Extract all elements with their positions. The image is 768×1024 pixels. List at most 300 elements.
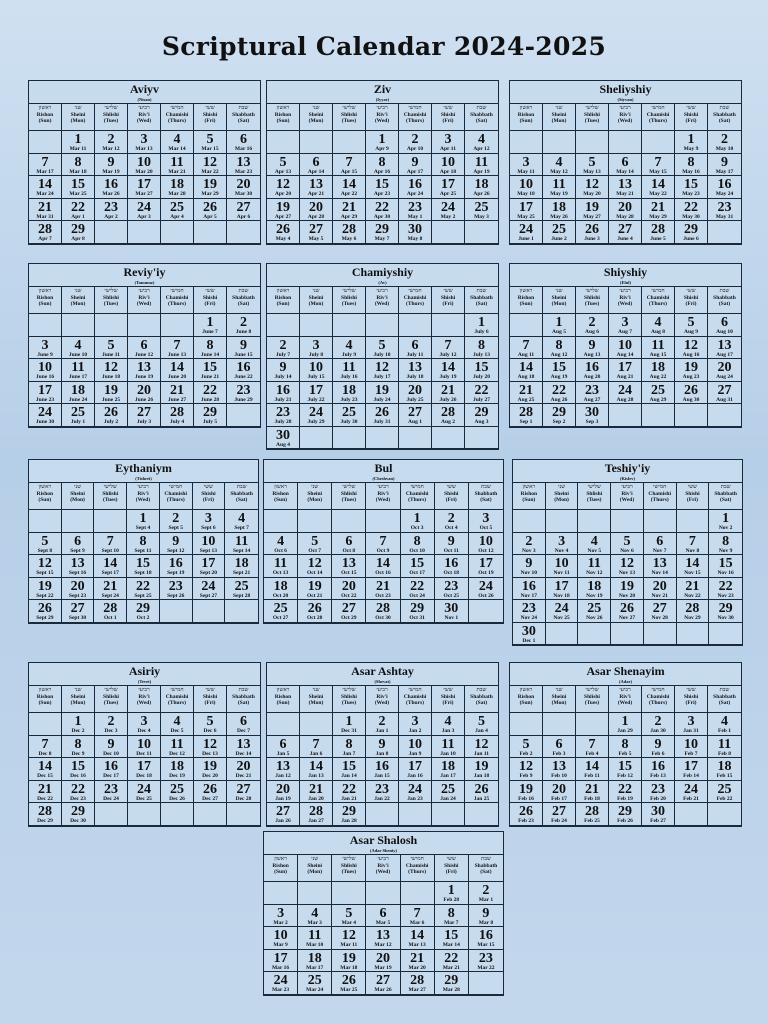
gregorian-date: Nov 5 xyxy=(587,547,602,554)
empty-cell xyxy=(128,221,161,244)
day-number: 21 xyxy=(651,199,665,215)
day-cell xyxy=(29,803,62,826)
day-cell xyxy=(62,382,95,405)
gregorian-date: July 7 xyxy=(275,351,291,358)
empty-cell xyxy=(267,131,300,154)
gregorian-date: Oct 19 xyxy=(478,570,494,576)
gregorian-date: Mar 14 xyxy=(168,146,186,152)
gregorian-date: Jan 27 xyxy=(308,818,324,824)
day-number: 18 xyxy=(717,759,732,774)
day-cell xyxy=(576,404,609,427)
weekday-header xyxy=(708,287,741,314)
day-cell xyxy=(267,199,300,222)
day-cell xyxy=(227,131,260,154)
gregorian-date: June 6 xyxy=(683,236,699,242)
day-cell xyxy=(576,337,609,360)
day-cell xyxy=(366,154,399,177)
day-cell xyxy=(576,803,609,826)
gregorian-date: July 24 xyxy=(373,396,391,403)
gregorian-date: Feb 3 xyxy=(552,750,566,757)
gregorian-date: Nov 11 xyxy=(553,570,570,576)
weekday-name: Shlishi xyxy=(341,112,357,118)
day-number: 12 xyxy=(276,177,290,192)
weekday-header xyxy=(366,287,399,314)
day-cell xyxy=(29,736,62,759)
day-cell xyxy=(267,758,300,781)
weekday-abbr: (Fri) xyxy=(685,700,697,706)
gregorian-date: Jan 14 xyxy=(341,773,357,779)
weekday-name: Sheini xyxy=(308,694,324,700)
month-grid xyxy=(29,103,260,244)
day-number: 6 xyxy=(555,736,563,752)
day-number: 10 xyxy=(408,736,422,752)
day-cell xyxy=(300,337,333,360)
day-number: 16 xyxy=(585,360,599,375)
empty-cell xyxy=(264,882,298,905)
gregorian-date: Feb 18 xyxy=(584,795,600,802)
weekday-abbr: (Wed) xyxy=(375,869,391,875)
gregorian-date: May 28 xyxy=(616,213,634,220)
weekday-hebrew: שני xyxy=(311,484,319,490)
gregorian-date: Oct 30 xyxy=(375,615,391,621)
day-number: 11 xyxy=(342,360,356,375)
weekday-header xyxy=(300,686,333,713)
weekday-hebrew: ראשון xyxy=(274,484,287,490)
gregorian-date: Mar 15 xyxy=(201,146,219,152)
day-number: 25 xyxy=(307,973,322,988)
weekday-hebrew: ראשון xyxy=(38,484,52,490)
weekday-header xyxy=(435,483,469,510)
empty-cell xyxy=(675,404,708,427)
gregorian-date: Mar 22 xyxy=(477,964,495,971)
weekday-hebrew: חמישי xyxy=(651,687,665,693)
day-number: 8 xyxy=(478,337,485,353)
day-number: 4 xyxy=(345,337,353,353)
day-cell xyxy=(227,736,260,759)
day-cell xyxy=(366,578,400,601)
empty-cell xyxy=(609,131,642,154)
day-number: 5 xyxy=(41,533,49,549)
gregorian-date: July 11 xyxy=(406,351,424,358)
weekday-abbr: (Sat) xyxy=(718,118,731,124)
weekday-header xyxy=(469,483,503,510)
gregorian-date: Nov 1 xyxy=(444,615,459,621)
day-cell xyxy=(709,600,742,623)
weekday-abbr: (Mon) xyxy=(70,118,86,124)
day-cell xyxy=(298,972,332,995)
weekday-name: Shlishi xyxy=(584,112,600,118)
day-cell xyxy=(227,758,260,781)
day-cell xyxy=(300,803,333,826)
gregorian-date: Nov 24 xyxy=(520,615,538,621)
weekday-name: Sheini xyxy=(554,491,569,497)
gregorian-date: July 2 xyxy=(103,419,119,425)
day-number: 29 xyxy=(135,601,150,616)
gregorian-date: Nov 6 xyxy=(620,547,634,554)
day-cell xyxy=(642,736,675,759)
day-number: 19 xyxy=(585,199,599,215)
day-number: 14 xyxy=(170,360,184,375)
gregorian-date: Oct 12 xyxy=(478,547,494,554)
day-cell xyxy=(435,600,469,623)
day-cell xyxy=(128,781,161,804)
gregorian-date: Jan 25 xyxy=(473,795,490,802)
weekday-name: Chamishi xyxy=(165,694,189,700)
weekday-abbr: (Mon) xyxy=(308,301,324,307)
day-number: 20 xyxy=(341,578,356,594)
day-number: 11 xyxy=(474,154,489,170)
day-number: 18 xyxy=(651,360,665,375)
day-number: 4 xyxy=(277,533,285,549)
gregorian-date: Sept 8 xyxy=(37,547,53,554)
day-cell xyxy=(465,131,498,154)
day-number: 1 xyxy=(206,315,214,330)
weekday-name: Sheini xyxy=(307,863,323,869)
day-number: 13 xyxy=(652,556,667,571)
day-number: 10 xyxy=(137,154,151,170)
gregorian-date: Nov 29 xyxy=(684,615,701,621)
gregorian-date: Aug 15 xyxy=(649,351,667,358)
day-cell xyxy=(194,404,227,427)
day-cell xyxy=(644,533,677,556)
empty-cell xyxy=(298,510,332,533)
weekday-abbr: (Wed) xyxy=(617,301,633,307)
day-number: 7 xyxy=(41,736,49,752)
gregorian-date: Mar 9 xyxy=(273,942,288,948)
empty-cell xyxy=(300,314,333,337)
day-cell xyxy=(611,578,644,601)
gregorian-date: July 28 xyxy=(274,419,292,425)
day-cell xyxy=(609,314,642,337)
weekday-abbr: (Fri) xyxy=(685,118,697,124)
day-number: 13 xyxy=(341,556,356,571)
gregorian-date: Apr 4 xyxy=(170,213,184,220)
month-grid xyxy=(267,286,498,449)
weekday-name: Rishon xyxy=(517,112,535,118)
weekday-hebrew: שלישי xyxy=(585,105,599,111)
gregorian-date: Dec 5 xyxy=(170,728,184,734)
day-number: 9 xyxy=(525,556,533,571)
day-cell xyxy=(642,199,675,222)
gregorian-date: Apr 27 xyxy=(274,213,292,220)
weekday-hebrew: חמישי xyxy=(410,484,424,490)
month-name: Asiriy xyxy=(128,664,161,678)
day-number: 18 xyxy=(170,177,184,192)
weekday-header xyxy=(333,686,366,713)
empty-cell xyxy=(267,713,300,736)
day-number: 9 xyxy=(447,533,455,549)
day-cell xyxy=(332,905,366,928)
weekday-header xyxy=(543,104,576,131)
weekday-header xyxy=(576,104,609,131)
weekday-hebrew: רביעי xyxy=(619,288,631,294)
month-hebrew-name: (Adar Sheniy) xyxy=(369,848,398,853)
gregorian-date: Oct 10 xyxy=(409,547,425,554)
gregorian-date: Jan 31 xyxy=(683,728,699,734)
gregorian-date: June 27 xyxy=(167,396,187,403)
day-number: 5 xyxy=(345,905,353,921)
day-cell xyxy=(543,736,576,759)
day-cell xyxy=(708,154,741,177)
empty-cell xyxy=(469,600,503,623)
weekday-hebrew: חמישי xyxy=(651,288,665,294)
empty-cell xyxy=(708,803,741,826)
gregorian-date: July 5 xyxy=(202,419,218,425)
day-number: 8 xyxy=(413,533,421,549)
gregorian-date: Mar 30 xyxy=(234,191,253,197)
weekday-header xyxy=(29,287,62,314)
gregorian-date: Dec 11 xyxy=(136,750,152,757)
weekday-hebrew: ששי xyxy=(205,288,215,294)
day-cell xyxy=(128,199,161,222)
weekday-name: Shlishi xyxy=(341,295,357,301)
day-number: 8 xyxy=(722,533,730,549)
empty-cell xyxy=(29,713,62,736)
day-cell xyxy=(366,533,400,556)
day-cell xyxy=(510,337,543,360)
empty-cell xyxy=(366,427,399,450)
empty-cell xyxy=(399,803,432,826)
weekday-header xyxy=(576,287,609,314)
day-cell xyxy=(227,781,260,804)
day-number: 25 xyxy=(552,222,566,237)
day-number: 23 xyxy=(375,781,389,797)
day-cell xyxy=(332,533,366,556)
day-number: 15 xyxy=(203,360,217,375)
weekday-name: Shabbath xyxy=(713,694,736,700)
gregorian-date: Oct 28 xyxy=(306,615,323,621)
weekday-name: Riv'i xyxy=(377,863,389,869)
weekday-name: Shishi xyxy=(685,491,700,497)
weekday-abbr: (Wed) xyxy=(136,301,152,307)
month-calendar xyxy=(266,80,499,245)
day-number: 23 xyxy=(651,781,665,797)
day-cell xyxy=(95,359,128,382)
weekday-header xyxy=(62,287,95,314)
weekday-name: Rishon xyxy=(520,491,538,497)
day-number: 30 xyxy=(651,804,665,819)
weekday-hebrew: שלישי xyxy=(104,288,118,294)
day-cell xyxy=(543,314,576,337)
day-number: 17 xyxy=(273,950,288,966)
gregorian-date: Sept 11 xyxy=(134,547,152,554)
weekday-name: Shabbath xyxy=(713,295,736,301)
day-number: 18 xyxy=(307,950,322,966)
day-number: 6 xyxy=(345,533,353,549)
day-cell xyxy=(95,713,128,736)
day-number: 14 xyxy=(38,177,52,192)
weekday-header xyxy=(127,483,160,510)
day-cell xyxy=(465,176,498,199)
weekday-hebrew: חמישי xyxy=(408,687,422,693)
day-cell xyxy=(513,623,546,646)
gregorian-date: Mar 8 xyxy=(478,919,494,926)
weekday-name: Riv'i xyxy=(138,112,150,118)
weekday-hebrew: שבת xyxy=(476,105,487,111)
gregorian-date: Jan 16 xyxy=(407,773,423,779)
gregorian-date: Jan 9 xyxy=(408,750,422,757)
day-number: 22 xyxy=(444,950,459,966)
empty-cell xyxy=(708,404,741,427)
gregorian-date: Jan 19 xyxy=(275,795,291,802)
gregorian-date: Dec 29 xyxy=(37,818,53,824)
gregorian-date: July 25 xyxy=(406,396,424,403)
day-number: 16 xyxy=(521,578,536,594)
day-cell xyxy=(300,758,333,781)
day-number: 16 xyxy=(717,177,732,192)
day-cell xyxy=(62,758,95,781)
day-cell xyxy=(62,533,95,556)
weekday-name: Chamishi xyxy=(646,694,670,700)
day-number: 2 xyxy=(654,714,662,729)
weekday-header xyxy=(609,686,642,713)
weekday-abbr: (Wed) xyxy=(374,700,390,706)
day-cell xyxy=(675,337,708,360)
gregorian-date: Feb 6 xyxy=(651,750,665,757)
empty-cell xyxy=(300,713,333,736)
gregorian-date: Mar 19 xyxy=(102,168,120,175)
weekday-hebrew: שני xyxy=(555,288,563,294)
day-number: 22 xyxy=(474,382,489,398)
gregorian-date: Sept 24 xyxy=(101,592,119,599)
day-cell xyxy=(366,713,399,736)
day-number: 12 xyxy=(203,154,217,170)
day-cell xyxy=(366,905,400,928)
day-cell xyxy=(576,176,609,199)
day-cell xyxy=(611,533,644,556)
day-cell xyxy=(161,758,194,781)
day-cell xyxy=(644,578,677,601)
day-cell xyxy=(543,359,576,382)
day-number: 17 xyxy=(478,556,493,571)
day-number: 18 xyxy=(441,759,455,774)
day-cell xyxy=(300,221,333,244)
gregorian-date: Sept 10 xyxy=(101,547,119,554)
day-number: 16 xyxy=(276,382,290,398)
weekday-header xyxy=(62,104,95,131)
weekday-name: Riv'i xyxy=(377,491,389,497)
month-hebrew-name: (Elul) xyxy=(619,280,631,285)
day-cell xyxy=(300,781,333,804)
empty-cell xyxy=(675,803,708,826)
gregorian-date: Sept 29 xyxy=(36,615,54,621)
day-cell xyxy=(300,176,333,199)
day-number: 18 xyxy=(170,759,184,774)
weekday-name: Shishi xyxy=(683,112,699,118)
weekday-abbr: (Sat) xyxy=(235,497,248,503)
day-number: 28 xyxy=(585,804,599,819)
day-cell xyxy=(127,555,160,578)
day-cell xyxy=(675,382,708,405)
gregorian-date: Feb 20 xyxy=(650,795,666,802)
day-cell xyxy=(366,950,400,973)
gregorian-date: Aug 4 xyxy=(276,441,290,448)
day-cell xyxy=(675,781,708,804)
weekday-abbr: (Fri) xyxy=(442,301,454,307)
day-cell xyxy=(267,404,300,427)
weekday-abbr: (Wed) xyxy=(374,301,390,307)
weekday-name: Chamishi xyxy=(646,295,670,301)
gregorian-date: June 30 xyxy=(35,419,55,425)
gregorian-date: May 16 xyxy=(682,168,700,175)
gregorian-date: May 11 xyxy=(517,168,535,175)
weekday-hebrew: חמישי xyxy=(651,105,665,111)
day-number: 18 xyxy=(342,382,356,398)
weekday-name: Shlishi xyxy=(340,491,357,497)
day-cell xyxy=(543,382,576,405)
gregorian-date: Feb 23 xyxy=(518,818,534,824)
day-number: 29 xyxy=(342,804,356,819)
day-cell xyxy=(609,781,642,804)
gregorian-date: Sept 23 xyxy=(68,592,87,599)
weekday-abbr: (Fri) xyxy=(442,700,454,706)
day-cell xyxy=(366,404,399,427)
day-cell xyxy=(128,337,161,360)
gregorian-date: Mar 20 xyxy=(135,168,153,175)
weekday-header xyxy=(194,104,227,131)
gregorian-date: Oct 20 xyxy=(272,592,289,599)
day-cell xyxy=(128,758,161,781)
day-number: 16 xyxy=(104,759,118,774)
weekday-header xyxy=(510,104,543,131)
weekday-abbr: (Sat) xyxy=(480,497,492,503)
gregorian-date: Oct 4 xyxy=(444,525,458,531)
day-number: 11 xyxy=(170,736,184,752)
gregorian-date: Apr 21 xyxy=(307,191,325,197)
month-hebrew-name: (Iyyar) xyxy=(375,97,390,102)
gregorian-date: Oct 21 xyxy=(306,592,323,599)
day-number: 6 xyxy=(140,337,148,353)
gregorian-date: Mar 18 xyxy=(69,168,87,175)
weekday-abbr: (Sat) xyxy=(719,497,732,503)
day-number: 17 xyxy=(684,759,698,774)
weekday-header xyxy=(432,287,465,314)
weekday-name: Chamishi xyxy=(405,491,429,497)
day-number: 19 xyxy=(619,578,634,594)
weekday-abbr: (Thurs) xyxy=(648,301,668,307)
day-cell xyxy=(267,337,300,360)
weekday-header xyxy=(366,104,399,131)
weekday-header xyxy=(95,686,128,713)
gregorian-date: Sept 14 xyxy=(233,547,251,554)
day-cell xyxy=(333,404,366,427)
weekday-name: Riv'i xyxy=(376,295,388,301)
gregorian-date: May 7 xyxy=(374,236,390,242)
day-number: 20 xyxy=(652,578,667,594)
gregorian-date: Nov 2 xyxy=(718,525,733,531)
gregorian-date: June 10 xyxy=(68,351,88,358)
gregorian-date: May 12 xyxy=(550,168,568,175)
gregorian-date: Apr 10 xyxy=(406,146,424,152)
weekday-name: Rishon xyxy=(36,694,54,700)
gregorian-date: Apr 25 xyxy=(439,191,457,197)
weekday-hebrew: שלישי xyxy=(342,288,356,294)
day-cell xyxy=(576,199,609,222)
weekday-hebrew: ראשון xyxy=(38,288,52,294)
weekday-hebrew: רביעי xyxy=(377,484,389,490)
day-cell xyxy=(432,176,465,199)
day-cell xyxy=(62,713,95,736)
weekday-header xyxy=(675,287,708,314)
day-number: 15 xyxy=(618,759,632,774)
gregorian-date: May 18 xyxy=(517,191,535,197)
gregorian-date: Mar 28 xyxy=(442,987,460,993)
gregorian-date: July 17 xyxy=(373,374,391,380)
day-cell xyxy=(332,600,366,623)
weekday-header xyxy=(264,855,298,882)
gregorian-date: June 13 xyxy=(167,351,187,358)
day-number: 13 xyxy=(408,360,422,375)
